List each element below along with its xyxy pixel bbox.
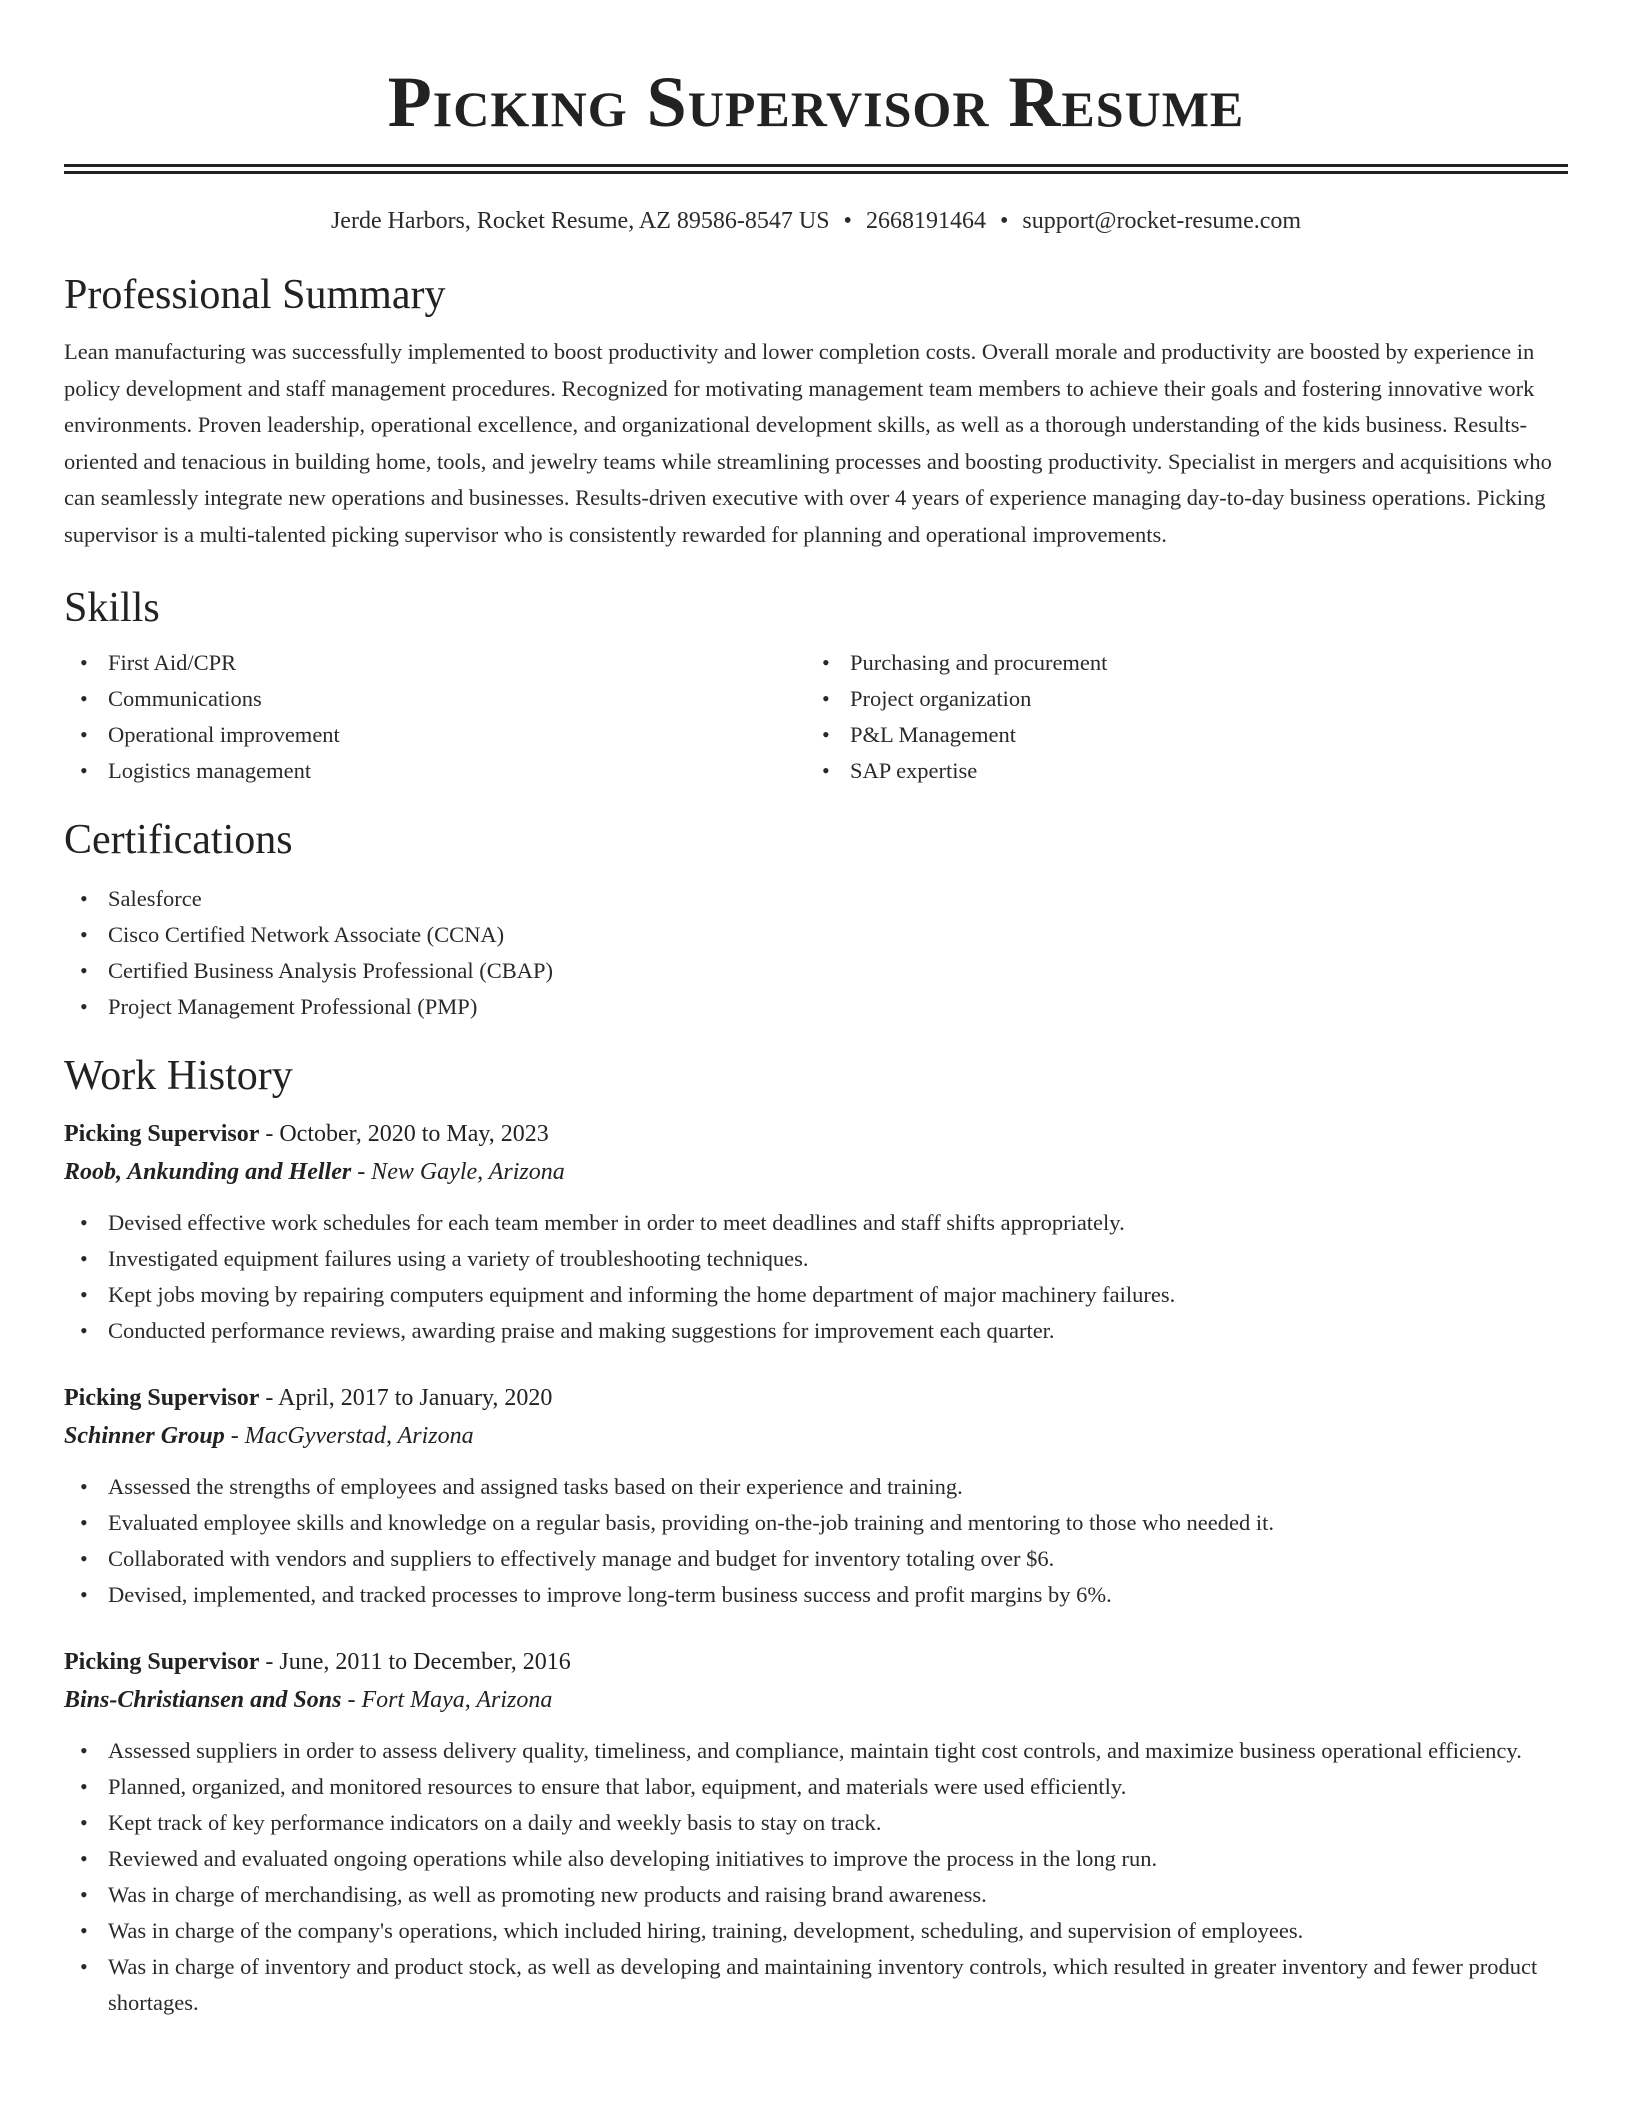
certification-item: • Salesforce <box>64 881 1568 917</box>
certifications-heading: Certifications <box>64 817 293 863</box>
job-bullets <box>64 1205 1568 1349</box>
contact-separator: • <box>843 208 852 234</box>
summary-heading: Professional Summary <box>64 272 446 318</box>
job-bullet: • Devised, implemented, and tracked processes to improve long-term business success and profit margins by 6%. <box>64 1577 1568 1613</box>
job-bullet: • Assessed the strengths of employees and assigned tasks based on their experience and training. <box>64 1469 1568 1505</box>
job-dates: - April, 2017 to January, 2020 <box>259 1385 553 1411</box>
job-bullet: • Collaborated with vendors and suppliers to effectively manage and budget for inventory totaling over $6. <box>64 1541 1568 1577</box>
job-company: Bins-Christiansen and Sons <box>64 1687 342 1713</box>
skills-list-left <box>64 645 806 789</box>
skill-item: • Purchasing and procurement <box>806 645 1548 681</box>
contact-email[interactable]: support@rocket-resume.com <box>1022 208 1302 234</box>
job-company: Schinner Group <box>64 1423 225 1449</box>
job-bullet: • Kept jobs moving by repairing computers equipment and informing the home department of major machinery failures. <box>64 1277 1568 1313</box>
skill-item: • Logistics management <box>64 753 806 789</box>
job-location: - MacGyverstad, Arizona <box>224 1423 474 1449</box>
job-entry <box>64 1115 1568 1349</box>
job-bullet: • Devised effective work schedules for each team member in order to meet deadlines and staff shifts appropriately. <box>64 1205 1568 1241</box>
job-dates: - June, 2011 to December, 2016 <box>259 1649 571 1675</box>
job-company-line <box>64 1153 1568 1191</box>
certification-item: • Project Management Professional (PMP) <box>64 989 1568 1025</box>
contact-separator: • <box>999 208 1009 234</box>
work-history-heading: Work History <box>64 1053 293 1099</box>
job-bullets <box>64 1469 1568 1613</box>
job-company: Roob, Ankunding and Heller <box>64 1159 352 1185</box>
job-company-line <box>64 1681 1568 1719</box>
job-bullet: • Assessed suppliers in order to assess delivery quality, timeliness, and compliance, maintain tight cost controls, and maximize business operational efficiency. <box>64 1733 1568 1769</box>
contact-phone[interactable]: 2668191464 <box>865 208 986 234</box>
job-title-line <box>64 1115 1568 1153</box>
skill-item: • Operational improvement <box>64 717 806 753</box>
skill-item: • Project organization <box>806 681 1548 717</box>
job-location: - New Gayle, Arizona <box>351 1159 565 1185</box>
job-entry <box>64 1643 1568 2021</box>
job-role: Picking Supervisor <box>64 1385 260 1411</box>
skills-grid <box>64 645 1568 789</box>
job-bullet: • Conducted performance reviews, awarding praise and making suggestions for improvement each quarter. <box>64 1313 1568 1349</box>
skills-list-right <box>806 645 1548 789</box>
skill-item: • Communications <box>64 681 806 717</box>
skills-heading: Skills <box>64 585 160 631</box>
job-title-line <box>64 1379 1568 1417</box>
skill-item: • P&L Management <box>806 717 1548 753</box>
summary-text: Lean manufacturing was successfully implemented to boost productivity and lower completion costs. Overall morale and productivity are boosted by experience in policy development and staff management procedures. Recognized for motivating management team members to achieve their goals and fostering innovative work environments. Proven leadership, operational excellence, and organizational development skills, as well as a thorough understanding of the kids business. Results-oriented and tenacious in building home, tools, and jewelry teams while streamlining processes and boosting productivity. Specialist in mergers and acquisitions who can seamlessly integrate new operations and businesses. Results-driven executive with over 4 years of experience managing day-to-day business operations. Picking supervisor is a multi-talented picking supervisor who is consistently rewarded for planning and operational improvements. <box>64 339 1552 547</box>
job-bullet: • Was in charge of inventory and product stock, as well as developing and maintaining inventory controls, which resulted in greater inventory and fewer product shortages. <box>64 1949 1568 2021</box>
skill-item: • First Aid/CPR <box>64 645 806 681</box>
job-bullet: • Kept track of key performance indicators on a daily and weekly basis to stay on track. <box>64 1805 1568 1841</box>
certification-item: • Cisco Certified Network Associate (CCNA) <box>64 917 1568 953</box>
page-title: Picking Supervisor Resume <box>387 62 1245 142</box>
job-bullet: • Investigated equipment failures using a variety of troubleshooting techniques. <box>64 1241 1568 1277</box>
job-dates: - October, 2020 to May, 2023 <box>259 1121 549 1147</box>
job-role: Picking Supervisor <box>64 1649 260 1675</box>
title-divider <box>64 164 1568 174</box>
job-company-line <box>64 1417 1568 1455</box>
job-bullet: • Reviewed and evaluated ongoing operations while also developing initiatives to improve the process in the long run. <box>64 1841 1568 1877</box>
job-role: Picking Supervisor <box>64 1121 260 1147</box>
contact-address: Jerde Harbors, Rocket Resume, AZ 89586-8547 US <box>330 208 830 234</box>
job-entry <box>64 1379 1568 1613</box>
job-bullet: • Planned, organized, and monitored resources to ensure that labor, equipment, and materials were used efficiently. <box>64 1769 1568 1805</box>
job-title-line <box>64 1643 1568 1681</box>
skill-item: • SAP expertise <box>806 753 1548 789</box>
certification-item: • Certified Business Analysis Professional (CBAP) <box>64 953 1568 989</box>
contact-line <box>64 206 1568 236</box>
certifications-list <box>64 881 1568 1025</box>
job-bullets <box>64 1733 1568 2021</box>
job-bullet: • Was in charge of the company's operations, which included hiring, training, development, scheduling, and supervision of employees. <box>64 1913 1568 1949</box>
job-bullet: • Was in charge of merchandising, as well as promoting new products and raising brand awareness. <box>64 1877 1568 1913</box>
job-location: - Fort Maya, Arizona <box>341 1687 553 1713</box>
resume-page <box>64 0 1568 2021</box>
job-bullet: • Evaluated employee skills and knowledge on a regular basis, providing on-the-job training and mentoring to those who needed it. <box>64 1505 1568 1541</box>
